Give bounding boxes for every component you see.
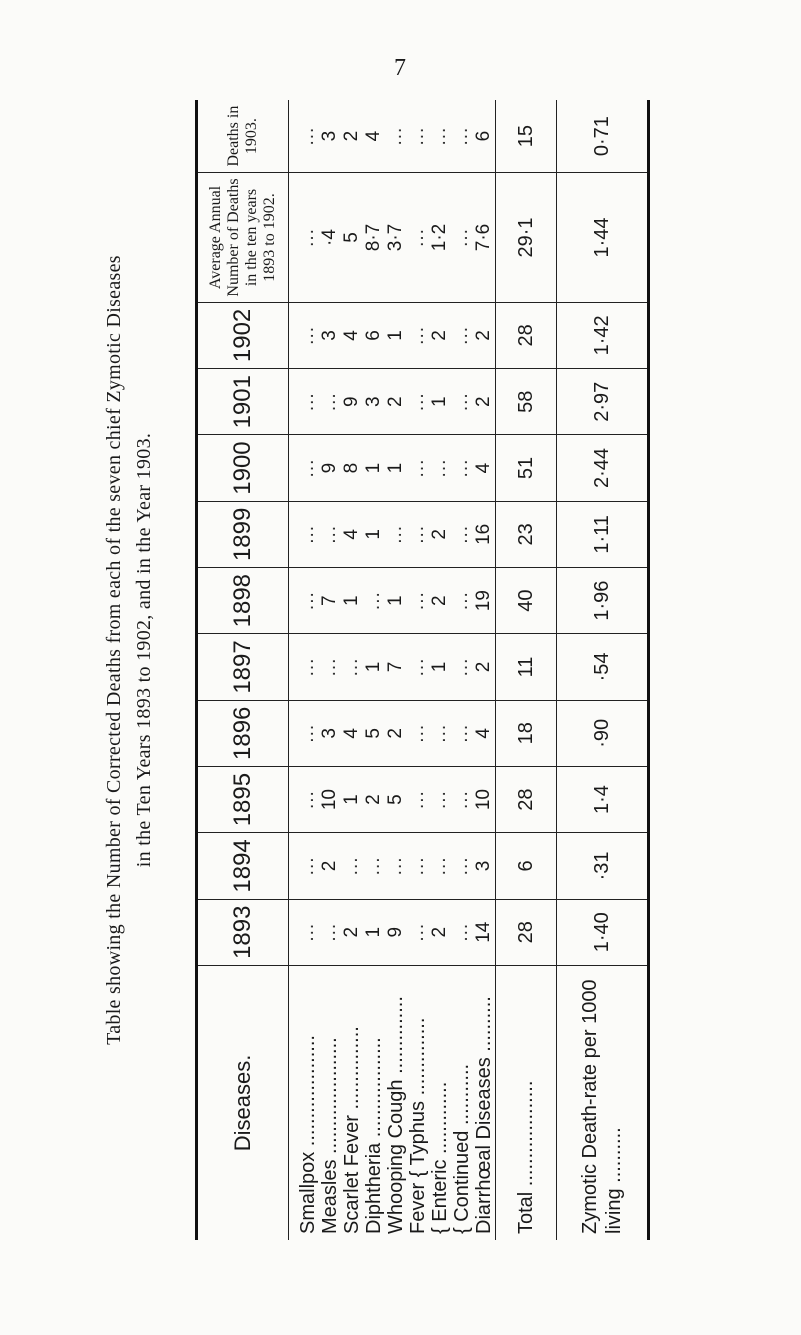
total-cell: 51 xyxy=(496,435,557,501)
table-cell: 2 xyxy=(473,369,496,435)
table-cell: 3 xyxy=(319,700,341,766)
total-cell: 28 xyxy=(496,766,557,832)
header-year: 1898 xyxy=(197,568,289,634)
table-cell: 3 xyxy=(319,100,341,173)
disease-row xyxy=(429,100,451,1240)
table-cell: ... xyxy=(429,435,451,501)
table-cell: ... xyxy=(289,766,320,832)
disease-label: { Continued ........... xyxy=(451,1063,473,1234)
rate-cell: 1·40 xyxy=(557,899,649,965)
table-cell: ... xyxy=(451,501,473,567)
rotated-table-page xyxy=(100,60,760,1240)
table-cell: ... xyxy=(429,766,451,832)
header-year: 1901 xyxy=(197,369,289,435)
table-cell: ... xyxy=(289,568,320,634)
table-cell: ... xyxy=(289,501,320,567)
disease-row xyxy=(407,100,429,1240)
table-cell: ... xyxy=(407,302,429,368)
table-cell: 2 xyxy=(429,899,451,965)
disease-label: Scarlet Fever ............... xyxy=(341,1026,363,1234)
rate-cell: 2·44 xyxy=(557,435,649,501)
table-cell: 3 xyxy=(473,833,496,899)
rate-cell: 1·4 xyxy=(557,766,649,832)
table-cell: 1 xyxy=(429,634,451,700)
table-cell: ... xyxy=(319,369,341,435)
table-cell: 2 xyxy=(341,899,363,965)
death-rate-row xyxy=(557,100,649,1240)
header-deaths-1903: Deaths in 1903. xyxy=(197,100,289,173)
table-cell: 6 xyxy=(363,302,385,368)
table-cell: ... xyxy=(385,833,407,899)
table-cell: ... xyxy=(341,833,363,899)
rate-cell: 1·42 xyxy=(557,302,649,368)
page-number: 7 xyxy=(394,55,406,81)
table-body xyxy=(289,100,649,1240)
table-cell: 4 xyxy=(341,700,363,766)
table-cell: ... xyxy=(341,634,363,700)
table-cell: 7·6 xyxy=(473,173,496,303)
disease-label: Measles ..................... xyxy=(319,1037,341,1234)
table-cell: ... xyxy=(451,766,473,832)
disease-row xyxy=(385,100,407,1240)
table-cell: ... xyxy=(363,833,385,899)
table-cell: 2 xyxy=(363,766,385,832)
table-cell: 2 xyxy=(385,369,407,435)
table-cell: 2 xyxy=(341,100,363,173)
table-cell: ... xyxy=(451,100,473,173)
table-cell: 4 xyxy=(341,302,363,368)
disease-label: Smallpox .................... xyxy=(297,1035,319,1234)
table-cell: ·4 xyxy=(319,173,341,303)
table-cell: ... xyxy=(451,899,473,965)
rate-cell: 1·44 xyxy=(557,173,649,303)
table-cell: ... xyxy=(451,568,473,634)
table-cell: ... xyxy=(289,899,320,965)
table-cell: ... xyxy=(289,173,320,303)
disease-label: Fever { Typhus .............. xyxy=(407,1017,429,1234)
table-cell: ... xyxy=(451,302,473,368)
header-row xyxy=(197,100,289,1240)
table-cell: 2 xyxy=(319,833,341,899)
header-year: 1893 xyxy=(197,899,289,965)
table-cell: 6 xyxy=(473,100,496,173)
table-cell: ... xyxy=(407,634,429,700)
table-cell: 4 xyxy=(473,700,496,766)
table-cell: ... xyxy=(289,100,320,173)
table-cell: ... xyxy=(289,302,320,368)
table-cell: 19 xyxy=(473,568,496,634)
total-cell: 23 xyxy=(496,501,557,567)
disease-row xyxy=(451,100,473,1240)
zymotic-deaths-table xyxy=(195,100,650,1240)
table-cell: ... xyxy=(451,173,473,303)
disease-label: { Enteric ............. xyxy=(429,1081,451,1234)
table-cell: ... xyxy=(407,435,429,501)
disease-row xyxy=(363,100,385,1240)
rate-cell: 1·11 xyxy=(557,501,649,567)
header-average: Average Annual Number of Deaths in the ten years 1893 to 1902. xyxy=(197,173,289,303)
disease-row xyxy=(341,100,363,1240)
total-row xyxy=(496,100,557,1240)
table-cell: 4 xyxy=(341,501,363,567)
table-cell: 2 xyxy=(429,302,451,368)
table-cell: 3 xyxy=(319,302,341,368)
total-cell: 40 xyxy=(496,568,557,634)
disease-label: Diphtheria .................. xyxy=(363,1037,385,1234)
table-cell: ... xyxy=(451,700,473,766)
rate-cell: 2·97 xyxy=(557,369,649,435)
table-cell: 9 xyxy=(385,899,407,965)
total-label: Total ................... xyxy=(496,965,557,1240)
header-year: 1900 xyxy=(197,435,289,501)
table-cell: 1 xyxy=(363,634,385,700)
total-cell: 18 xyxy=(496,700,557,766)
table-cell: 9 xyxy=(341,369,363,435)
table-cell: ... xyxy=(407,899,429,965)
table-cell: ... xyxy=(451,833,473,899)
table-cell: ... xyxy=(289,435,320,501)
table-cell: 2 xyxy=(429,501,451,567)
header-year: 1895 xyxy=(197,766,289,832)
table-cell: 1 xyxy=(385,435,407,501)
table-cell: 10 xyxy=(473,766,496,832)
table-cell: 4 xyxy=(473,435,496,501)
disease-label: Diarrhœal Diseases .......... xyxy=(473,996,495,1234)
table-cell: 3·7 xyxy=(385,173,407,303)
table-cell: 2 xyxy=(385,700,407,766)
disease-row xyxy=(473,100,496,1240)
table-cell: 4 xyxy=(363,100,385,173)
rate-cell: ·90 xyxy=(557,700,649,766)
table-cell: ... xyxy=(407,369,429,435)
table-cell: ... xyxy=(407,173,429,303)
table-cell: 8·7 xyxy=(363,173,385,303)
header-year: 1894 xyxy=(197,833,289,899)
rate-cell: 1·96 xyxy=(557,568,649,634)
disease-row xyxy=(289,100,320,1240)
table-cell: 5 xyxy=(341,173,363,303)
table-cell: ... xyxy=(451,634,473,700)
table-cell: 2 xyxy=(473,302,496,368)
table-cell: 1 xyxy=(429,369,451,435)
table-cell: 3 xyxy=(363,369,385,435)
table-cell: 5 xyxy=(363,700,385,766)
table-cell: ... xyxy=(319,899,341,965)
table-cell: ... xyxy=(451,369,473,435)
table-cell: 14 xyxy=(473,899,496,965)
table-cell: ... xyxy=(319,634,341,700)
table-cell: ... xyxy=(407,766,429,832)
rate-cell: 0·71 xyxy=(557,100,649,173)
total-cell: 58 xyxy=(496,369,557,435)
total-cell: 28 xyxy=(496,899,557,965)
total-cell: 28 xyxy=(496,302,557,368)
table-cell: ... xyxy=(363,568,385,634)
table-cell: ... xyxy=(407,833,429,899)
table-title: Table showing the Number of Corrected Deaths from each of the seven chief Zymotic Diseases xyxy=(103,255,125,1045)
header-year: 1899 xyxy=(197,501,289,567)
table-cell: ... xyxy=(407,568,429,634)
table-cell: 1 xyxy=(363,899,385,965)
table-cell: ... xyxy=(319,501,341,567)
table-subtitle: in the Ten Years 1893 to 1902, and in the Year 1903. xyxy=(133,432,155,868)
table-cell: 16 xyxy=(473,501,496,567)
total-cell: 15 xyxy=(496,100,557,173)
table-cell: ... xyxy=(385,100,407,173)
rate-cell: ·31 xyxy=(557,833,649,899)
header-year: 1897 xyxy=(197,634,289,700)
header-year: 1902 xyxy=(197,302,289,368)
table-cell: ... xyxy=(429,700,451,766)
table-cell: 10 xyxy=(319,766,341,832)
death-rate-label: Zymotic Death-rate per 1000 living .......... xyxy=(557,965,649,1240)
total-cell: 6 xyxy=(496,833,557,899)
table-cell: 7 xyxy=(319,568,341,634)
table-cell: ... xyxy=(289,700,320,766)
table-cell: ... xyxy=(289,833,320,899)
table-cell: 2 xyxy=(429,568,451,634)
table-cell: ... xyxy=(385,501,407,567)
table-title-block xyxy=(100,60,158,1240)
total-cell: 11 xyxy=(496,634,557,700)
header-year: 1896 xyxy=(197,700,289,766)
table-cell: 8 xyxy=(341,435,363,501)
header-diseases: Diseases. xyxy=(197,965,289,1240)
table-cell: ... xyxy=(429,833,451,899)
disease-label: Whooping Cough .............. xyxy=(385,996,407,1234)
table-cell: 1 xyxy=(363,435,385,501)
disease-row xyxy=(319,100,341,1240)
table-cell: 1·2 xyxy=(429,173,451,303)
table-cell: 2 xyxy=(473,634,496,700)
table-cell: 1 xyxy=(385,568,407,634)
table-cell: 1 xyxy=(385,302,407,368)
table-cell: ... xyxy=(289,634,320,700)
table-cell: ... xyxy=(289,369,320,435)
table-cell: 1 xyxy=(341,568,363,634)
table-cell: 9 xyxy=(319,435,341,501)
table-cell: 5 xyxy=(385,766,407,832)
table-cell: ... xyxy=(429,100,451,173)
rate-cell: ·54 xyxy=(557,634,649,700)
table-cell: 1 xyxy=(341,766,363,832)
table-cell: 1 xyxy=(363,501,385,567)
table-cell: ... xyxy=(407,700,429,766)
table-cell: ... xyxy=(407,501,429,567)
total-cell: 29·1 xyxy=(496,173,557,303)
table-cell: ... xyxy=(407,100,429,173)
table-cell: ... xyxy=(451,435,473,501)
table-cell: 7 xyxy=(385,634,407,700)
